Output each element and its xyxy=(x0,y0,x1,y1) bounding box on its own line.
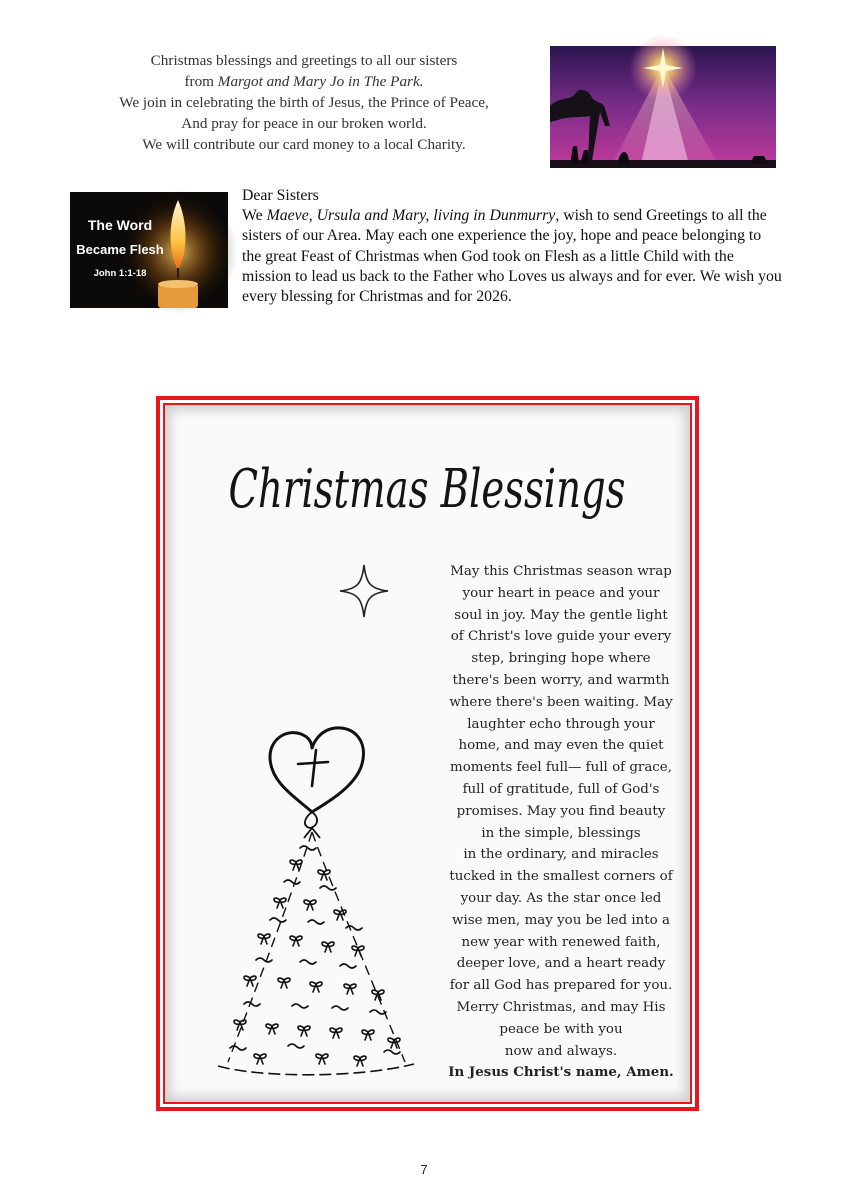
greeting-park-line4: And pray for peace in our broken world. xyxy=(181,115,427,132)
blessing-line: tucked in the smallest corners of xyxy=(449,869,673,885)
greeting-salutation: Dear Sisters xyxy=(242,187,319,204)
blessing-line: step, bringing hope where xyxy=(471,651,651,667)
blessing-line: soul in joy. May the gentle light xyxy=(454,607,668,623)
heart-tree-illustration xyxy=(200,722,425,1092)
blessing-line: there's been worry, and warmth xyxy=(452,672,670,688)
blessing-line: in the simple, blessings xyxy=(481,825,641,841)
greeting-park-line3: We join in celebrating the birth of Jesus, the Prince of Peace, xyxy=(119,94,489,111)
blessing-line: Merry Christmas, and may His xyxy=(456,999,666,1015)
blessing-line: home, and may even the quiet xyxy=(458,738,664,754)
nativity-star-image xyxy=(550,46,776,168)
blessing-line: deeper love, and a heart ready xyxy=(456,956,666,972)
greeting-park-line1: Christmas blessings and greetings to all our sisters xyxy=(150,52,458,69)
card-title xyxy=(165,431,690,531)
greeting-dunmurry-body xyxy=(242,206,782,307)
blessing-line: wise men, may you be led into a xyxy=(452,912,670,928)
blessing-text xyxy=(433,561,689,1084)
word-became-flesh-image xyxy=(70,192,228,308)
greeting-park-names: Margot and Mary Jo in The Park. xyxy=(217,73,424,90)
blessing-line: full of gratitude, full of God's xyxy=(462,781,660,797)
christmas-blessings-card xyxy=(156,396,699,1111)
word-verse: John 1:1-18 xyxy=(93,268,147,279)
greeting-park xyxy=(70,50,538,155)
page-number: 7 xyxy=(420,1162,428,1177)
card-panel xyxy=(163,403,692,1104)
blessing-line: peace be with you xyxy=(499,1021,623,1037)
blessing-line: where there's been waiting. May xyxy=(449,694,673,710)
greeting-park-line2 xyxy=(70,71,538,92)
blessing-line: laughter echo through your xyxy=(467,716,655,732)
greeting-dunmurry-text: , wish to send Greetings to all the sisters of our Area. May each one experience the joy, hope and peace belonging to the great Feast of Christmas when God took on Flesh as a little Child with the mission to lead us back to the Father who Loves us always and for ever. We wish you every blessing for Christmas and for 2026. xyxy=(242,207,782,306)
blessing-line: now and always. xyxy=(504,1043,618,1059)
sparkle-star-icon xyxy=(338,563,390,619)
greeting-dunmurry-we: We xyxy=(242,207,267,225)
card-title-text: Christmas Blessings xyxy=(228,456,626,520)
blessing-line: for all God has prepared for you. xyxy=(449,978,673,994)
blessing-line: May this Christmas season wrap xyxy=(450,564,672,579)
blessing-line: your day. As the star once led xyxy=(460,890,662,906)
blessing-line: new year with renewed faith, xyxy=(461,934,661,950)
blessing-line: your heart in peace and your xyxy=(462,585,660,601)
blessing-line: promises. May you find beauty xyxy=(456,803,666,819)
blessing-line: moments feel full— full of grace, xyxy=(450,760,672,776)
greeting-dunmurry-names: Maeve, Ursula and Mary, living in Dunmurry xyxy=(266,207,556,225)
blessing-closing: In Jesus Christ's name, Amen. xyxy=(448,1064,674,1081)
blessing-line: in the ordinary, and miracles xyxy=(463,847,659,863)
word-line2: Became Flesh xyxy=(76,242,164,257)
blessing-line: of Christ's love guide your every xyxy=(450,629,672,645)
greeting-dunmurry xyxy=(242,186,782,307)
greeting-park-line5: We will contribute our card money to a local Charity. xyxy=(142,136,466,153)
word-line1: The Word xyxy=(87,217,153,233)
greeting-park-from: from xyxy=(184,73,218,90)
